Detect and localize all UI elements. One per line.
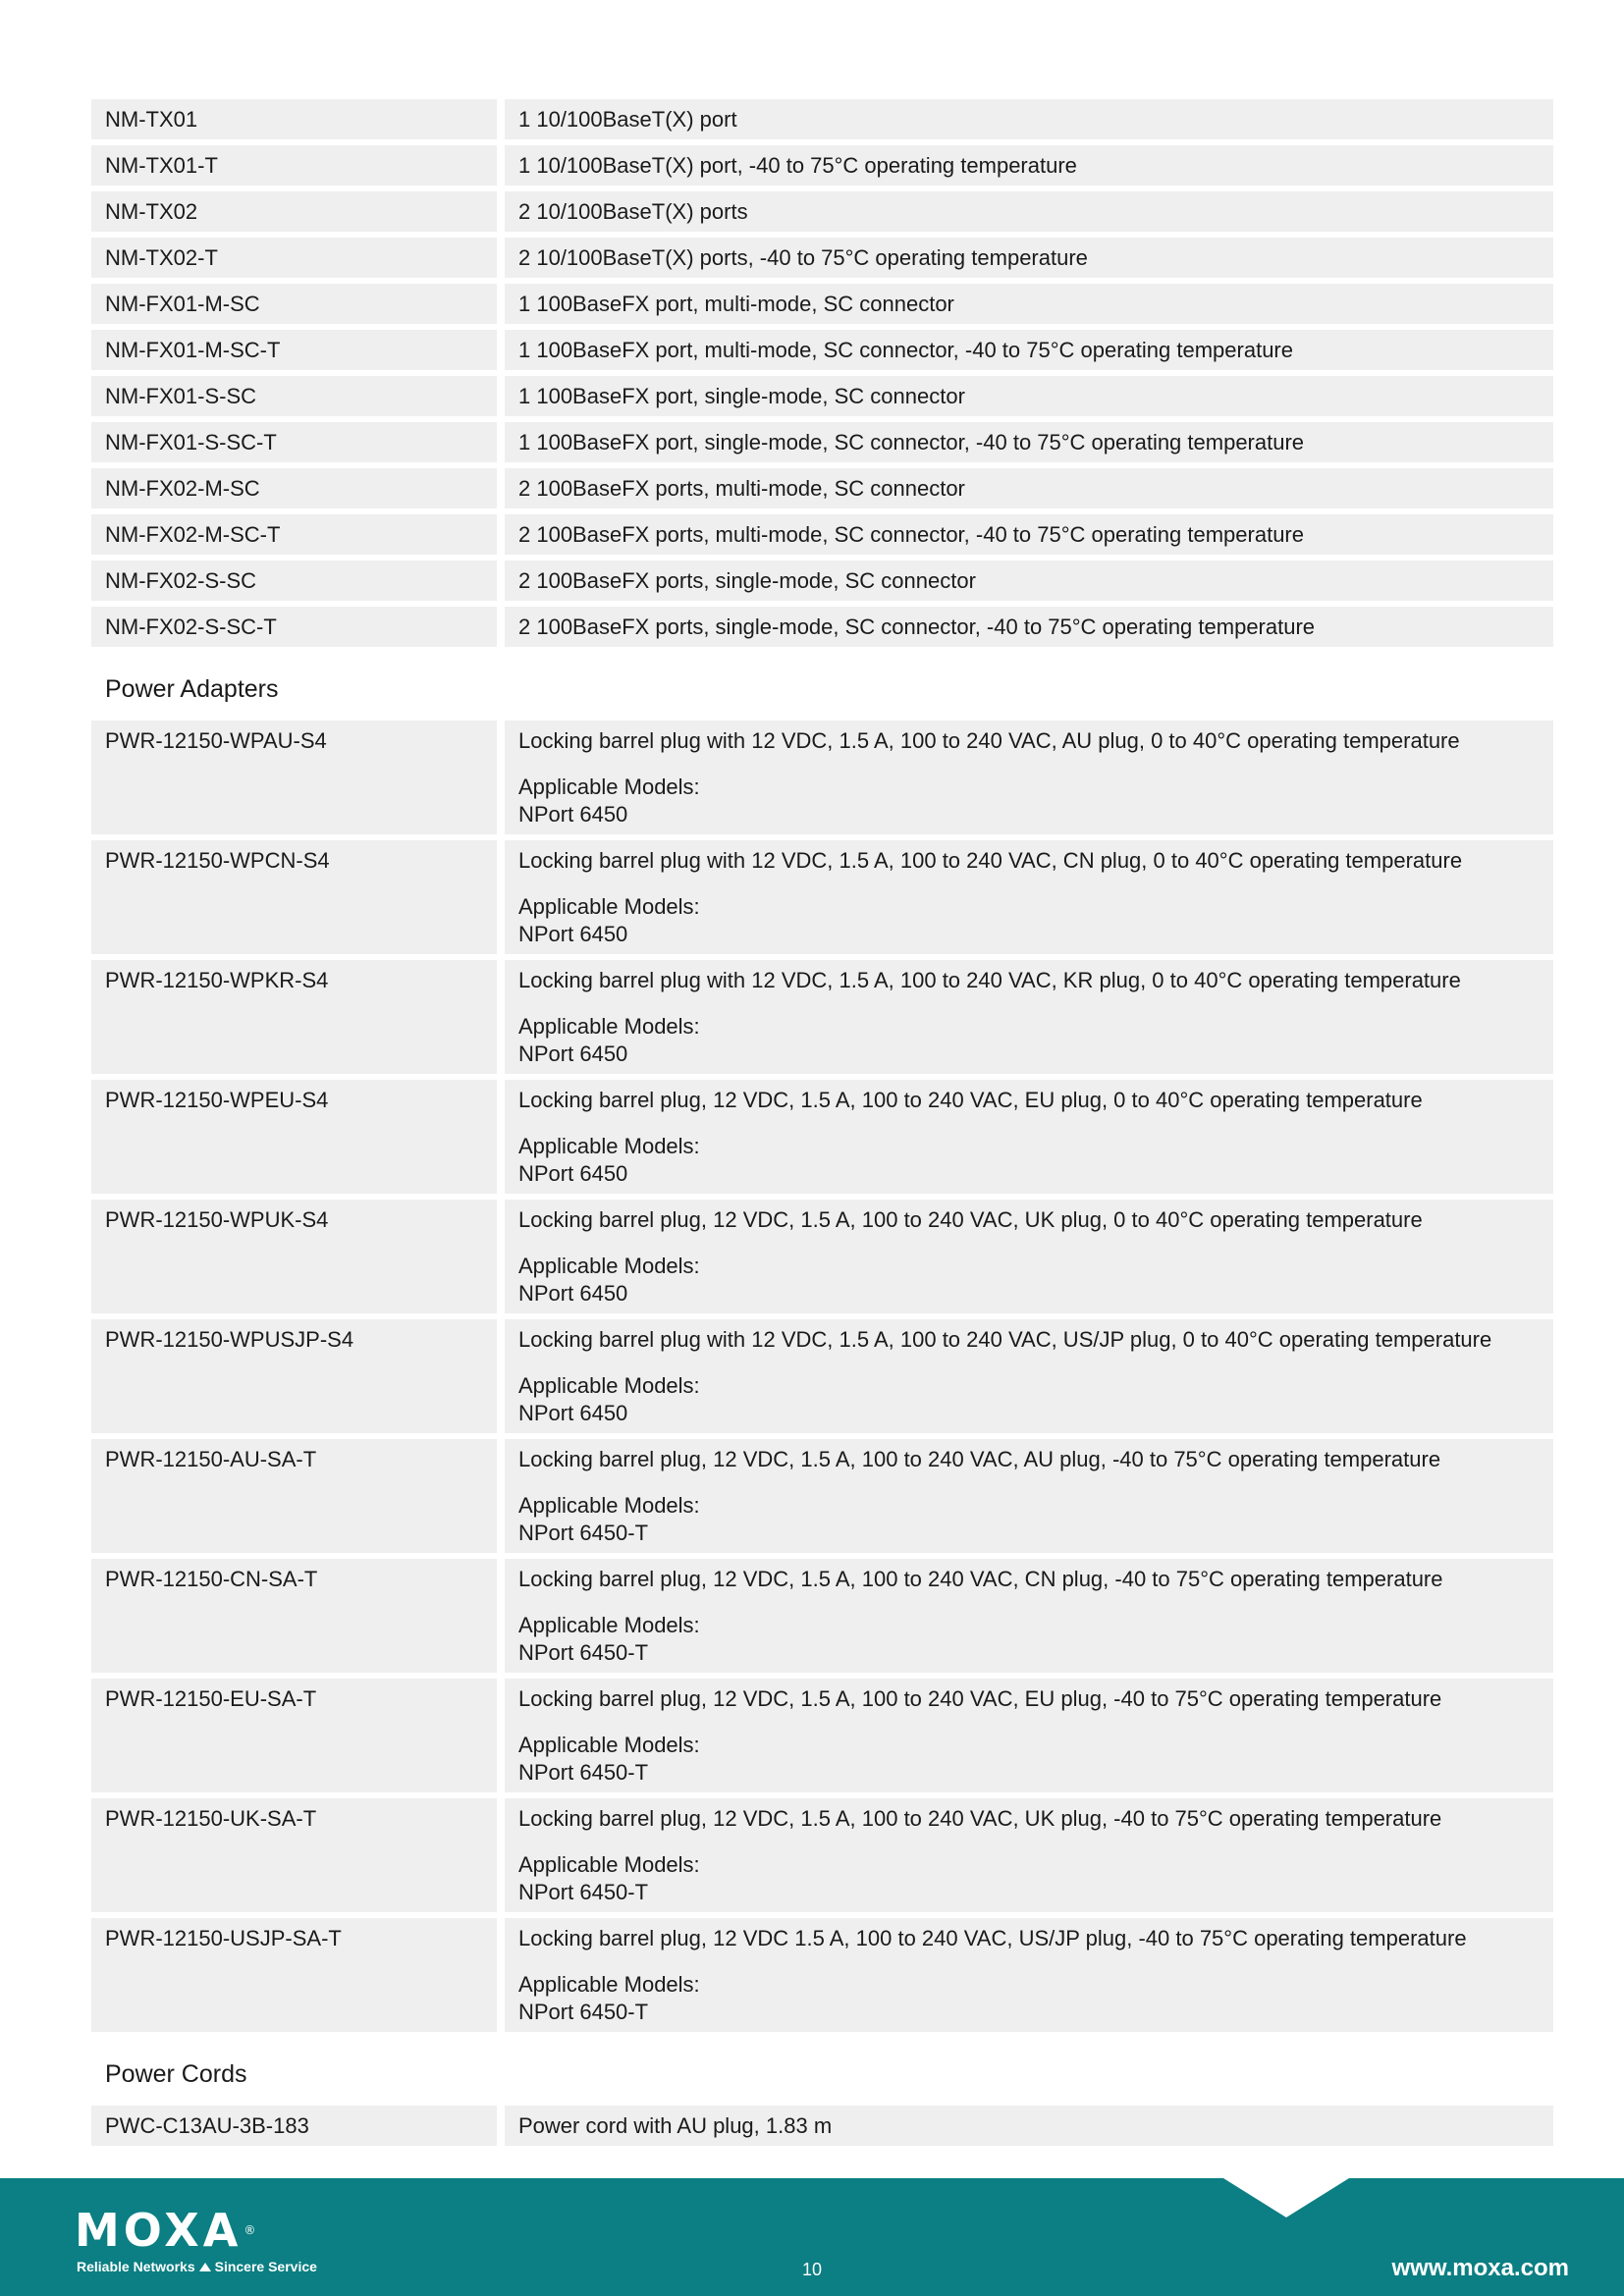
description-cell <box>505 1918 1553 2032</box>
model-cell: NM-FX01-M-SC <box>91 284 497 324</box>
table-row <box>91 721 1553 834</box>
table-row <box>91 99 1553 139</box>
description-text: Locking barrel plug with 12 VDC, 1.5 A, 100 to 240 VAC, CN plug, 0 to 40°C operating temperature <box>518 848 1463 873</box>
table-row <box>91 145 1553 186</box>
applicable-models-value: NPort 6450 <box>518 922 628 946</box>
registered-mark: ® <box>244 2223 256 2237</box>
table-row <box>91 561 1553 601</box>
model-cell: PWR-12150-WPUSJP-S4 <box>91 1319 497 1433</box>
description-cell: 1 100BaseFX port, single-mode, SC connector, -40 to 75°C operating temperature <box>505 422 1553 462</box>
description-cell <box>505 1080 1553 1194</box>
applicable-models-label: Applicable Models: <box>518 894 700 919</box>
applicable-models-label: Applicable Models: <box>518 774 700 799</box>
applicable-models-value: NPort 6450-T <box>518 1880 649 1904</box>
website-link[interactable]: www.moxa.com <box>1391 2255 1569 2281</box>
description-cell: 2 100BaseFX ports, single-mode, SC connector, -40 to 75°C operating temperature <box>505 607 1553 647</box>
description-text: Locking barrel plug with 12 VDC, 1.5 A, 100 to 240 VAC, KR plug, 0 to 40°C operating temperature <box>518 968 1461 992</box>
description-cell: 1 10/100BaseT(X) port, -40 to 75°C operating temperature <box>505 145 1553 186</box>
power-cords-table <box>91 2106 1553 2152</box>
table-row <box>91 376 1553 416</box>
table-row <box>91 2106 1553 2146</box>
model-cell: NM-FX02-S-SC-T <box>91 607 497 647</box>
model-cell: PWC-C13AU-3B-183 <box>91 2106 497 2146</box>
description-cell <box>505 1679 1553 1792</box>
applicable-models-value: NPort 6450-T <box>518 2000 649 2024</box>
description-text: Locking barrel plug with 12 VDC, 1.5 A, 100 to 240 VAC, AU plug, 0 to 40°C operating temperature <box>518 728 1460 753</box>
model-cell: NM-FX01-M-SC-T <box>91 330 497 370</box>
document-body <box>91 99 1553 2152</box>
section-title-power-adapters: Power Adapters <box>105 675 279 703</box>
description-text: Locking barrel plug, 12 VDC, 1.5 A, 100 to 240 VAC, UK plug, -40 to 75°C operating temperature <box>518 1806 1442 1831</box>
model-cell: NM-FX02-S-SC <box>91 561 497 601</box>
applicable-models-label: Applicable Models: <box>518 1254 700 1278</box>
description-text: Locking barrel plug, 12 VDC, 1.5 A, 100 to 240 VAC, AU plug, -40 to 75°C operating temperature <box>518 1447 1441 1471</box>
description-cell: 2 100BaseFX ports, single-mode, SC connector <box>505 561 1553 601</box>
model-cell: PWR-12150-WPAU-S4 <box>91 721 497 834</box>
applicable-models-value: NPort 6450 <box>518 802 628 827</box>
model-cell: NM-TX01 <box>91 99 497 139</box>
model-cell: PWR-12150-USJP-SA-T <box>91 1918 497 2032</box>
table-row <box>91 1319 1553 1433</box>
table-row <box>91 840 1553 954</box>
triangle-icon <box>199 2263 211 2271</box>
description-cell <box>505 840 1553 954</box>
table-row <box>91 514 1553 555</box>
table-row <box>91 1679 1553 1792</box>
description-text: Locking barrel plug, 12 VDC 1.5 A, 100 to 240 VAC, US/JP plug, -40 to 75°C operating temperature <box>518 1926 1467 1950</box>
description-cell: 1 100BaseFX port, multi-mode, SC connector, -40 to 75°C operating temperature <box>505 330 1553 370</box>
applicable-models-label: Applicable Models: <box>518 1014 700 1039</box>
table-row <box>91 1559 1553 1673</box>
applicable-models-label: Applicable Models: <box>518 1613 700 1637</box>
description-cell: 2 10/100BaseT(X) ports <box>505 191 1553 232</box>
section-title-power-cords: Power Cords <box>105 2060 247 2088</box>
description-cell: 2 100BaseFX ports, multi-mode, SC connector, -40 to 75°C operating temperature <box>505 514 1553 555</box>
applicable-models-label: Applicable Models: <box>518 1493 700 1518</box>
table-row <box>91 960 1553 1074</box>
applicable-models-value: NPort 6450 <box>518 1281 628 1306</box>
applicable-models-label: Applicable Models: <box>518 1373 700 1398</box>
model-cell: PWR-12150-EU-SA-T <box>91 1679 497 1792</box>
description-cell <box>505 721 1553 834</box>
moxa-logo <box>75 2204 256 2257</box>
applicable-models-value: NPort 6450-T <box>518 1521 649 1545</box>
footer-notch <box>1223 2178 1349 2217</box>
model-cell: PWR-12150-WPUK-S4 <box>91 1200 497 1313</box>
table-row <box>91 607 1553 647</box>
model-cell: PWR-12150-AU-SA-T <box>91 1439 497 1553</box>
description-text: Locking barrel plug, 12 VDC, 1.5 A, 100 to 240 VAC, UK plug, 0 to 40°C operating temperature <box>518 1207 1423 1232</box>
table-row <box>91 284 1553 324</box>
description-cell: 2 10/100BaseT(X) ports, -40 to 75°C operating temperature <box>505 238 1553 278</box>
description-cell: 1 10/100BaseT(X) port <box>505 99 1553 139</box>
description-cell <box>505 1200 1553 1313</box>
table-row <box>91 330 1553 370</box>
description-cell: 2 100BaseFX ports, multi-mode, SC connector <box>505 468 1553 508</box>
model-cell: PWR-12150-WPEU-S4 <box>91 1080 497 1194</box>
description-cell <box>505 1559 1553 1673</box>
tagline-right: Sincere Service <box>214 2259 317 2274</box>
model-cell: NM-TX01-T <box>91 145 497 186</box>
model-cell: PWR-12150-WPCN-S4 <box>91 840 497 954</box>
description-cell <box>505 1439 1553 1553</box>
description-text: Locking barrel plug, 12 VDC, 1.5 A, 100 to 240 VAC, EU plug, 0 to 40°C operating temperature <box>518 1088 1423 1112</box>
tagline-left: Reliable Networks <box>77 2259 195 2274</box>
table-row <box>91 468 1553 508</box>
power-adapters-table <box>91 721 1553 2038</box>
logo-text: MOXA <box>75 2204 243 2257</box>
description-cell: 1 100BaseFX port, single-mode, SC connector <box>505 376 1553 416</box>
page-footer <box>0 2178 1624 2296</box>
table-row <box>91 422 1553 462</box>
applicable-models-label: Applicable Models: <box>518 1972 700 1997</box>
applicable-models-value: NPort 6450 <box>518 1041 628 1066</box>
model-cell: NM-TX02-T <box>91 238 497 278</box>
model-cell: NM-FX01-S-SC <box>91 376 497 416</box>
applicable-models-value: NPort 6450 <box>518 1161 628 1186</box>
applicable-models-label: Applicable Models: <box>518 1134 700 1158</box>
description-cell <box>505 1319 1553 1433</box>
model-cell: PWR-12150-CN-SA-T <box>91 1559 497 1673</box>
table-row <box>91 1798 1553 1912</box>
model-cell: PWR-12150-WPKR-S4 <box>91 960 497 1074</box>
table-row <box>91 238 1553 278</box>
table-row <box>91 1918 1553 2032</box>
module-table <box>91 99 1553 653</box>
applicable-models-value: NPort 6450-T <box>518 1760 649 1785</box>
description-text: Locking barrel plug with 12 VDC, 1.5 A, 100 to 240 VAC, US/JP plug, 0 to 40°C operating temperature <box>518 1327 1492 1352</box>
page-number: 10 <box>802 2260 823 2279</box>
table-row <box>91 1439 1553 1553</box>
description-cell <box>505 1798 1553 1912</box>
applicable-models-value: NPort 6450-T <box>518 1640 649 1665</box>
table-row <box>91 1200 1553 1313</box>
model-cell: NM-FX02-M-SC-T <box>91 514 497 555</box>
model-cell: NM-TX02 <box>91 191 497 232</box>
applicable-models-value: NPort 6450 <box>518 1401 628 1425</box>
description-cell <box>505 960 1553 1074</box>
applicable-models-label: Applicable Models: <box>518 1852 700 1877</box>
description-text: Locking barrel plug, 12 VDC, 1.5 A, 100 to 240 VAC, CN plug, -40 to 75°C operating temperature <box>518 1567 1443 1591</box>
model-cell: NM-FX02-M-SC <box>91 468 497 508</box>
description-cell: 1 100BaseFX port, multi-mode, SC connector <box>505 284 1553 324</box>
table-row <box>91 1080 1553 1194</box>
description-text: Locking barrel plug, 12 VDC, 1.5 A, 100 to 240 VAC, EU plug, -40 to 75°C operating temperature <box>518 1686 1442 1711</box>
logo-tagline <box>77 2259 317 2274</box>
model-cell: PWR-12150-UK-SA-T <box>91 1798 497 1912</box>
applicable-models-label: Applicable Models: <box>518 1733 700 1757</box>
description-cell: Power cord with AU plug, 1.83 m <box>505 2106 1553 2146</box>
table-row <box>91 191 1553 232</box>
model-cell: NM-FX01-S-SC-T <box>91 422 497 462</box>
